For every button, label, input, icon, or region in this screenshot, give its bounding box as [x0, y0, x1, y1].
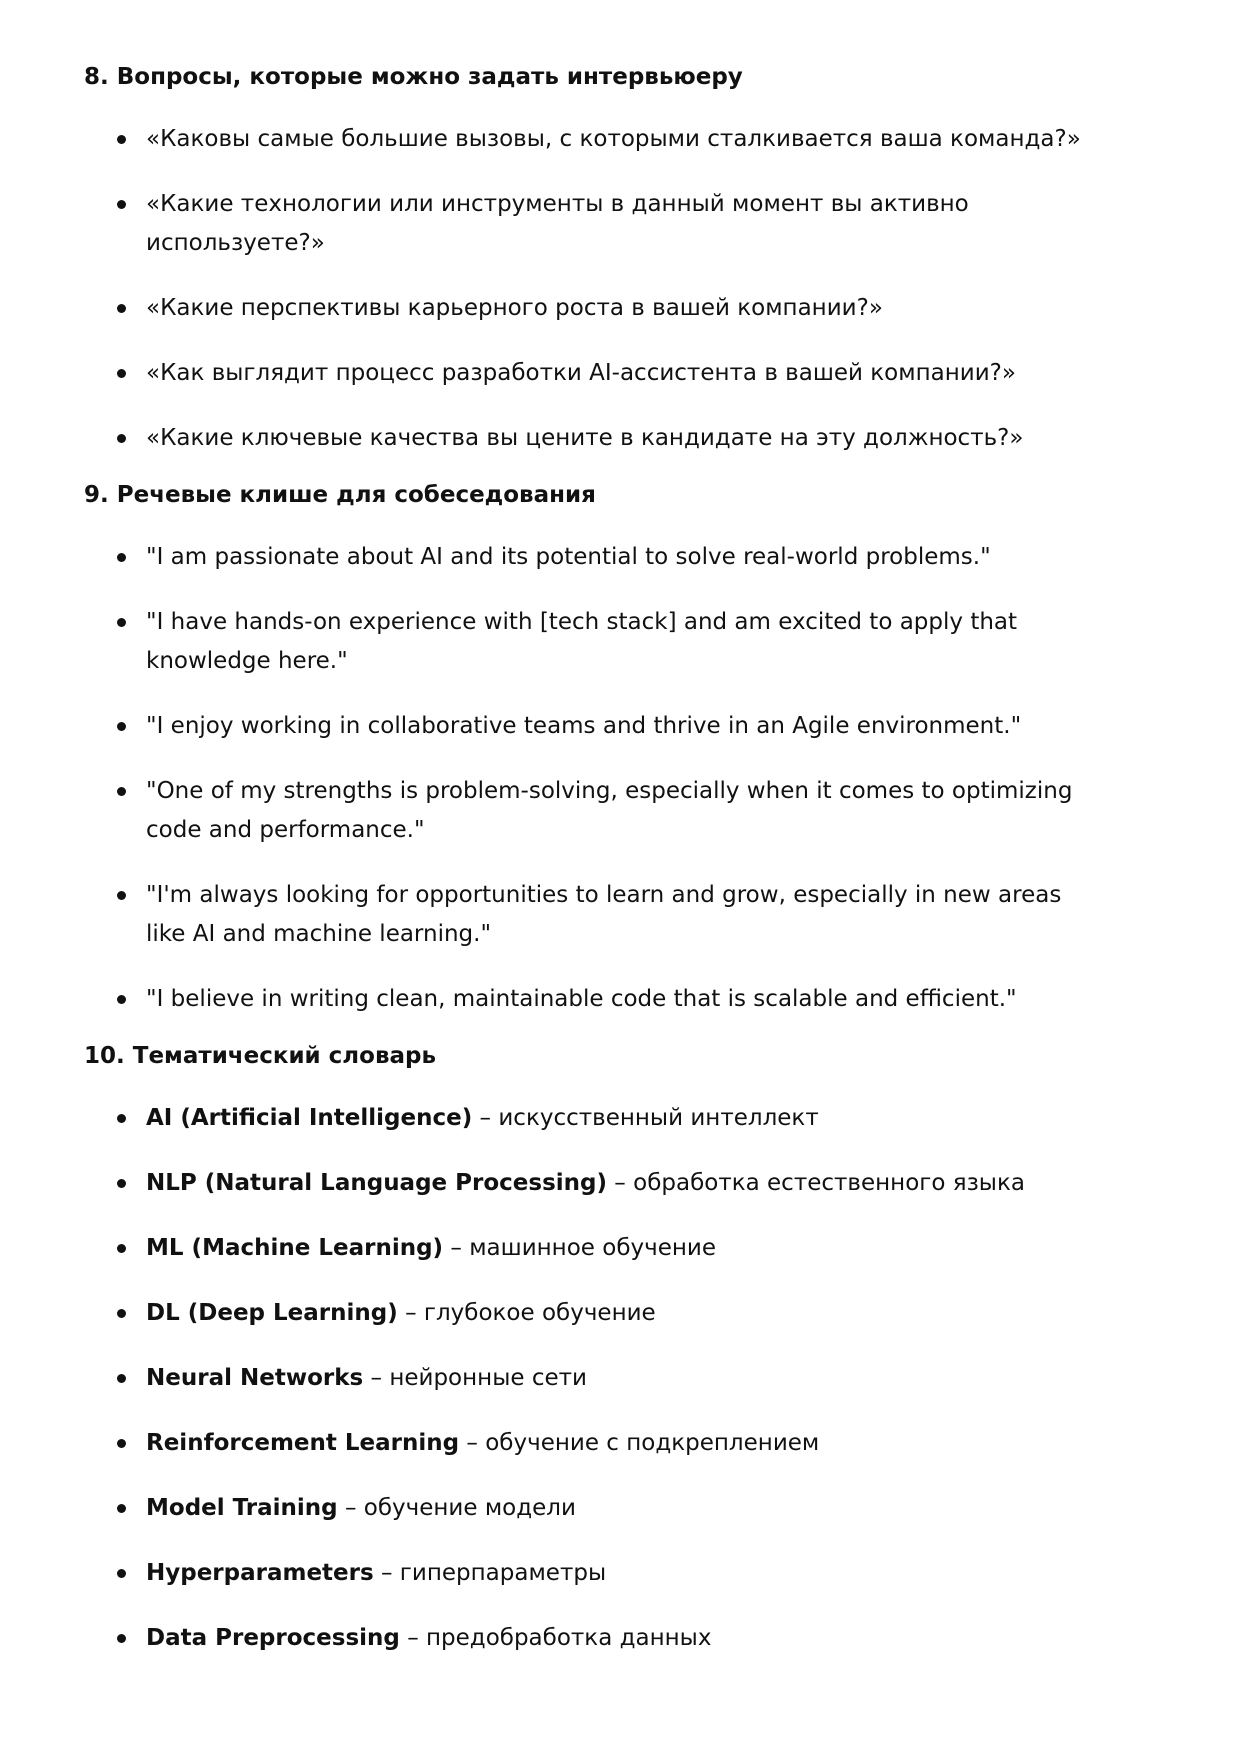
list-item-text: "I'm always looking for opportunities to learn and grow, especially in new areas like AI and machine learning.": [146, 882, 1062, 947]
glossary-item: [84, 1099, 1099, 1138]
glossary-item: [84, 1359, 1099, 1398]
bullet-icon: [117, 1179, 126, 1188]
list-item-text: «Какие технологии или инструменты в данный момент вы активно используете?»: [146, 191, 969, 256]
glossary-translation: – искусственный интеллект: [472, 1105, 819, 1131]
questions-list: [84, 120, 1179, 458]
list-item: [84, 772, 1099, 850]
glossary-translation: – гиперпараметры: [373, 1560, 607, 1586]
bullet-icon: [117, 434, 126, 443]
glossary-item: [84, 1164, 1099, 1203]
bullet-icon: [117, 369, 126, 378]
glossary-term: AI (Artificial Intelligence): [146, 1105, 473, 1131]
bullet-icon: [117, 891, 126, 900]
glossary-term: Reinforcement Learning: [146, 1430, 460, 1456]
bullet-icon: [117, 722, 126, 731]
list-item-text: "I am passionate about AI and its potential to solve real-world problems.": [146, 544, 991, 570]
phrases-list: [84, 538, 1179, 1019]
section-heading-glossary: 10. Тематический словарь: [84, 1043, 437, 1069]
bullet-icon: [117, 1439, 126, 1448]
list-item: [84, 185, 1099, 263]
bullet-icon: [117, 1634, 126, 1643]
list-item: [84, 419, 1099, 458]
bullet-icon: [117, 1309, 126, 1318]
glossary-translation: – предобработка данных: [399, 1625, 712, 1651]
bullet-icon: [117, 200, 126, 209]
list-item: [84, 603, 1099, 681]
glossary-list: [84, 1099, 1179, 1658]
list-item-text: "One of my strengths is problem-solving, especially when it comes to optimizing code and performance.": [146, 778, 1073, 843]
bullet-icon: [117, 787, 126, 796]
list-item-text: «Каковы самые большие вызовы, с которыми сталкивается ваша команда?»: [146, 126, 1081, 152]
glossary-term: Hyperparameters: [146, 1560, 374, 1586]
bullet-icon: [117, 304, 126, 313]
bullet-icon: [117, 618, 126, 627]
section-heading-phrases: 9. Речевые клише для собеседования: [84, 482, 596, 508]
list-item: [84, 538, 1099, 577]
glossary-item: [84, 1229, 1099, 1268]
glossary-item: [84, 1489, 1099, 1528]
bullet-icon: [117, 1504, 126, 1513]
list-item: [84, 876, 1099, 954]
list-item-text: "I enjoy working in collaborative teams and thrive in an Agile environment.": [146, 713, 1022, 739]
bullet-icon: [117, 995, 126, 1004]
glossary-term: Neural Networks: [146, 1365, 364, 1391]
bullet-icon: [117, 1114, 126, 1123]
bullet-icon: [117, 553, 126, 562]
list-item-text: «Какие перспективы карьерного роста в вашей компании?»: [146, 295, 883, 321]
glossary-term: ML (Machine Learning): [146, 1235, 444, 1261]
list-item: [84, 707, 1099, 746]
glossary-term: NLP (Natural Language Processing): [146, 1170, 607, 1196]
glossary-item: [84, 1554, 1099, 1593]
bullet-icon: [117, 1244, 126, 1253]
list-item-text: "I have hands-on experience with [tech stack] and am excited to apply that knowledge here.": [146, 609, 1018, 674]
glossary-term: Data Preprocessing: [146, 1625, 400, 1651]
glossary-item: [84, 1294, 1099, 1333]
list-item-text: «Как выглядит процесс разработки AI-ассистента в вашей компании?»: [146, 360, 1016, 386]
glossary-translation: – глубокое обучение: [397, 1300, 656, 1326]
glossary-translation: – машинное обучение: [443, 1235, 716, 1261]
section-heading-questions: 8. Вопросы, которые можно задать интервьюеру: [84, 64, 743, 90]
glossary-item: [84, 1424, 1099, 1463]
bullet-icon: [117, 1569, 126, 1578]
list-item-text: «Какие ключевые качества вы цените в кандидате на эту должность?»: [146, 425, 1024, 451]
glossary-term: DL (Deep Learning): [146, 1300, 398, 1326]
list-item: [84, 354, 1099, 393]
glossary-item: [84, 1619, 1099, 1658]
glossary-translation: – обработка естественного языка: [607, 1170, 1025, 1196]
list-item-text: "I believe in writing clean, maintainable code that is scalable and efficient.": [146, 986, 1017, 1012]
list-item: [84, 289, 1099, 328]
glossary-term: Model Training: [146, 1495, 338, 1521]
list-item: [84, 980, 1099, 1019]
bullet-icon: [117, 1374, 126, 1383]
glossary-translation: – обучение модели: [337, 1495, 576, 1521]
glossary-translation: – обучение с подкреплением: [459, 1430, 820, 1456]
bullet-icon: [117, 135, 126, 144]
list-item: [84, 120, 1099, 159]
glossary-translation: – нейронные сети: [363, 1365, 587, 1391]
